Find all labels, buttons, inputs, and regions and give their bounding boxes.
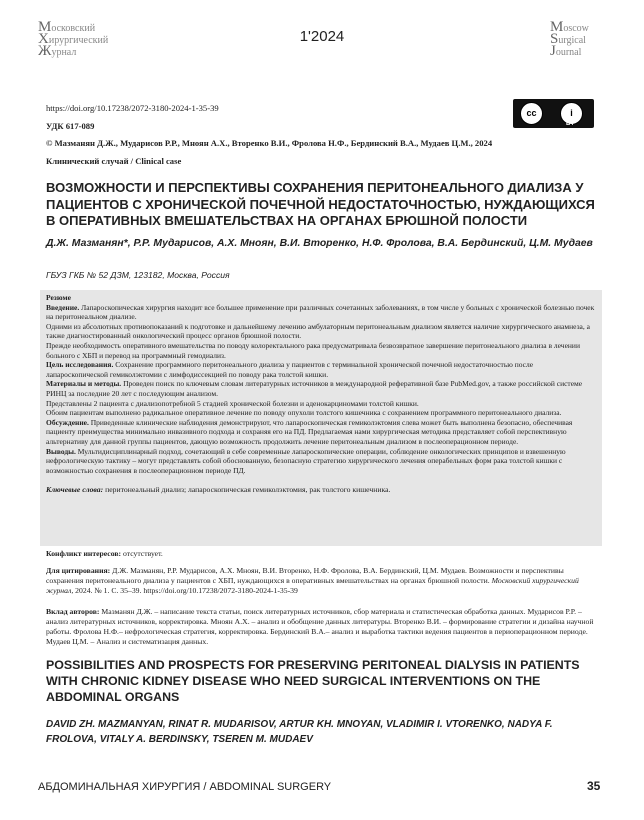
affiliation: ГБУЗ ГКБ № 52 ДЗМ, 123182, Москва, Россия xyxy=(46,270,230,280)
doi-link[interactable]: https://doi.org/10.17238/2072-3180-2024-1-35-39 xyxy=(46,103,219,113)
cc-by-license-badge[interactable] xyxy=(513,99,594,128)
abstract-p2: Одними из абсолютных противопоказаний к подготовке и дальнейшему лечению амбулаторным перитонеальным диализом является наличие хирургического анамнеза, а также диагностированный онкологический процесс органов брюшной полости. xyxy=(46,321,590,341)
abstract-box xyxy=(40,290,602,546)
article-type: Клинический случай / Clinical case xyxy=(46,156,182,166)
keywords: Ключевые слова: перитонеальный диализ; лапароскопическая гемиколэктомия, рак толстого кишечника. xyxy=(46,485,391,495)
abstract-discussion: Обсуждение. Приведенные клинические наблюдения демонстрируют, что лапароскопическая гемиколэктомия слева может быть выполнена безопасно, обеспечивая пациенту преимущества минимально инвазивного подхода и сохраняя его на ПД. Предлагаемая нами хирургическая методика представляет собой перспективную альтернативу для данной группы пациентов, дающую возможность продолжить лечение перитонеальным диализом в послеоперационном периоде. xyxy=(46,417,573,446)
cc-icon: cc xyxy=(520,102,543,125)
authors-en: DAVID ZH. MAZMANYAN, RINAT R. MUDARISOV, ARTUR KH. MNOYAN, VLADIMIR I. VTORENKO, NADYA F. FROLOVA, VITALY A. BERDINSKY, TSEREN M. MUDAEV xyxy=(46,719,553,745)
authors-ru: Д.Ж. Мазманян*, Р.Р. Мударисов, А.Х. Мноян, В.И. Вторенко, Н.Ф. Фролова, В.А. Бердинский, Ц.М. Мудаев xyxy=(46,238,593,249)
author-contribution: Вклад авторов: Мазманян Д.Ж. – написание текста статьи, поиск литературных источников, сбор материала и статистическая обработка данных. Мударисов Р.Р. – анализ литературных источников, корректировка. Мноян А.Х. – анализ и обобщение данных литературы. Вторенко В.И. – формирование стратегии и дизайна научной работы. Фролова Н.Ф.– нефрологическая стратегия, корректировка. Бердинский В.А.– анализ и выработка тактики ведения пациентов в периоперационном периоде. Мудаев Ц.М. – Анализ и систематизация данных. xyxy=(46,607,594,646)
udk-code: УДК 617-089 xyxy=(46,121,95,131)
abstract-p3: Прежде необходимость оперативного вмешательства по поводу колоректального рака предусматривала безвозвратное завершение перитонеального диализа в лечении больного с ХБП и перевод на программный гемодиализ. xyxy=(46,340,580,360)
abstract-heading: Резюме xyxy=(46,293,71,302)
issue-number: 1'2024 xyxy=(299,28,345,45)
abstract-methods: Материалы и методы. Проведен поиск по ключевым словам литературных источников в международной реферативной базе PubMed.gov, а также российской системе РИНЦ за последние 20 лет с последующим анализом. xyxy=(46,379,583,398)
conflict-of-interest: Конфликт интересов: отсутствует. xyxy=(46,549,163,558)
section-footer: АБДОМИНАЛЬНАЯ ХИРУРГИЯ / ABDOMINAL SURGERY xyxy=(38,781,332,793)
copyright-line: © Мазманян Д.Ж., Мударисов Р.Р., Мноян А.Х., Вторенко В.И., Фролова Н.Ф., Бердинский В.А., Мудаев Ц.М., 2024 xyxy=(46,138,493,148)
abstract-conclusions: Выводы. Мультидисциплинарный подход, сочетающий в себе современные лапароскопические операции, соблюдение онкологических принципов и взвешенную нефрологическую тактику – могут представлять собой обоснованную, безопасную стратегию хирургического лечения операбельных форм рака толстой кишки с возможностью сохранения в послеоперационном периоде ПД. xyxy=(46,446,566,475)
abstract-p6: Представлены 2 пациента с диализопотребной 5 стадией хронической болезни и аденокарциномами толстой кишки. xyxy=(46,398,419,408)
journal-logo-ru: Московский Хирургический Журнал xyxy=(38,19,109,59)
citation-block: Для цитирования: Д.Ж. Мазманян, Р.Р. Мударисов, А.Х. Мноян, В.И. Вторенко, Н.Ф. Фролова, В.А. Бердинский, Ц.М. Мудаев. Возможности и перспективы сохранения перитонеального диализа у пациентов с ХБП, нуждающихся в оперативных вмешательствах на органах брюшной полости. Московский хирургический журнал, 2024. № 1. С. 35–39. https://doi.org/10.17238/2072-3180-2024-1-35-39 xyxy=(46,566,579,595)
attribution-icon: i xyxy=(560,102,583,125)
abstract-aim: Цель исследования. Сохранение программного перитонеального диализа у пациентов с терминальной хронической почечной недостаточностью после лапароскопической гемиколэктомии с лимфодиссекцией по поводу рака толстой кишки. xyxy=(46,360,534,379)
article-title-en: POSSIBILITIES AND PROSPECTS FOR PRESERVING PERITONEAL DIALYSIS IN PATIENTS WITH CHRONIC KIDNEY DISEASE WHO NEED SURGICAL INTERVENTIONS ON THE ABDOMINAL ORGANS xyxy=(46,658,580,704)
abstract-intro: Введение. Лапароскопическая хирургия находит все большее применение при различных сочетанных заболеваниях, в том числе у больных с хронической болезнью почек на перитонеальном диализе. xyxy=(46,302,595,322)
journal-logo-en: Moscow Surgical Journal xyxy=(550,19,589,59)
article-title-ru: ВОЗМОЖНОСТИ И ПЕРСПЕКТИВЫ СОХРАНЕНИЯ ПЕРИТОНЕАЛЬНОГО ДИАЛИЗА У ПАЦИЕНТОВ С ХРОНИЧЕСКОЙ ПОЧЕЧНОЙ НЕДОСТАТОЧНОСТЬЮ, НУЖДАЮЩИХСЯ В ОПЕРАТИВНЫХ ВМЕШАТЕЛЬСТВАХ НА ОРГАНАХ БРЮШНОЙ ПОЛОСТИ xyxy=(46,180,595,228)
page-number: 35 xyxy=(587,779,601,793)
by-label: BY xyxy=(566,121,575,127)
abstract-p7: Обоим пациентам выполнено радикальное оперативное лечение по поводу опухоли толстого кишечника с сохранением программного перитонеального диализа. xyxy=(46,408,562,418)
